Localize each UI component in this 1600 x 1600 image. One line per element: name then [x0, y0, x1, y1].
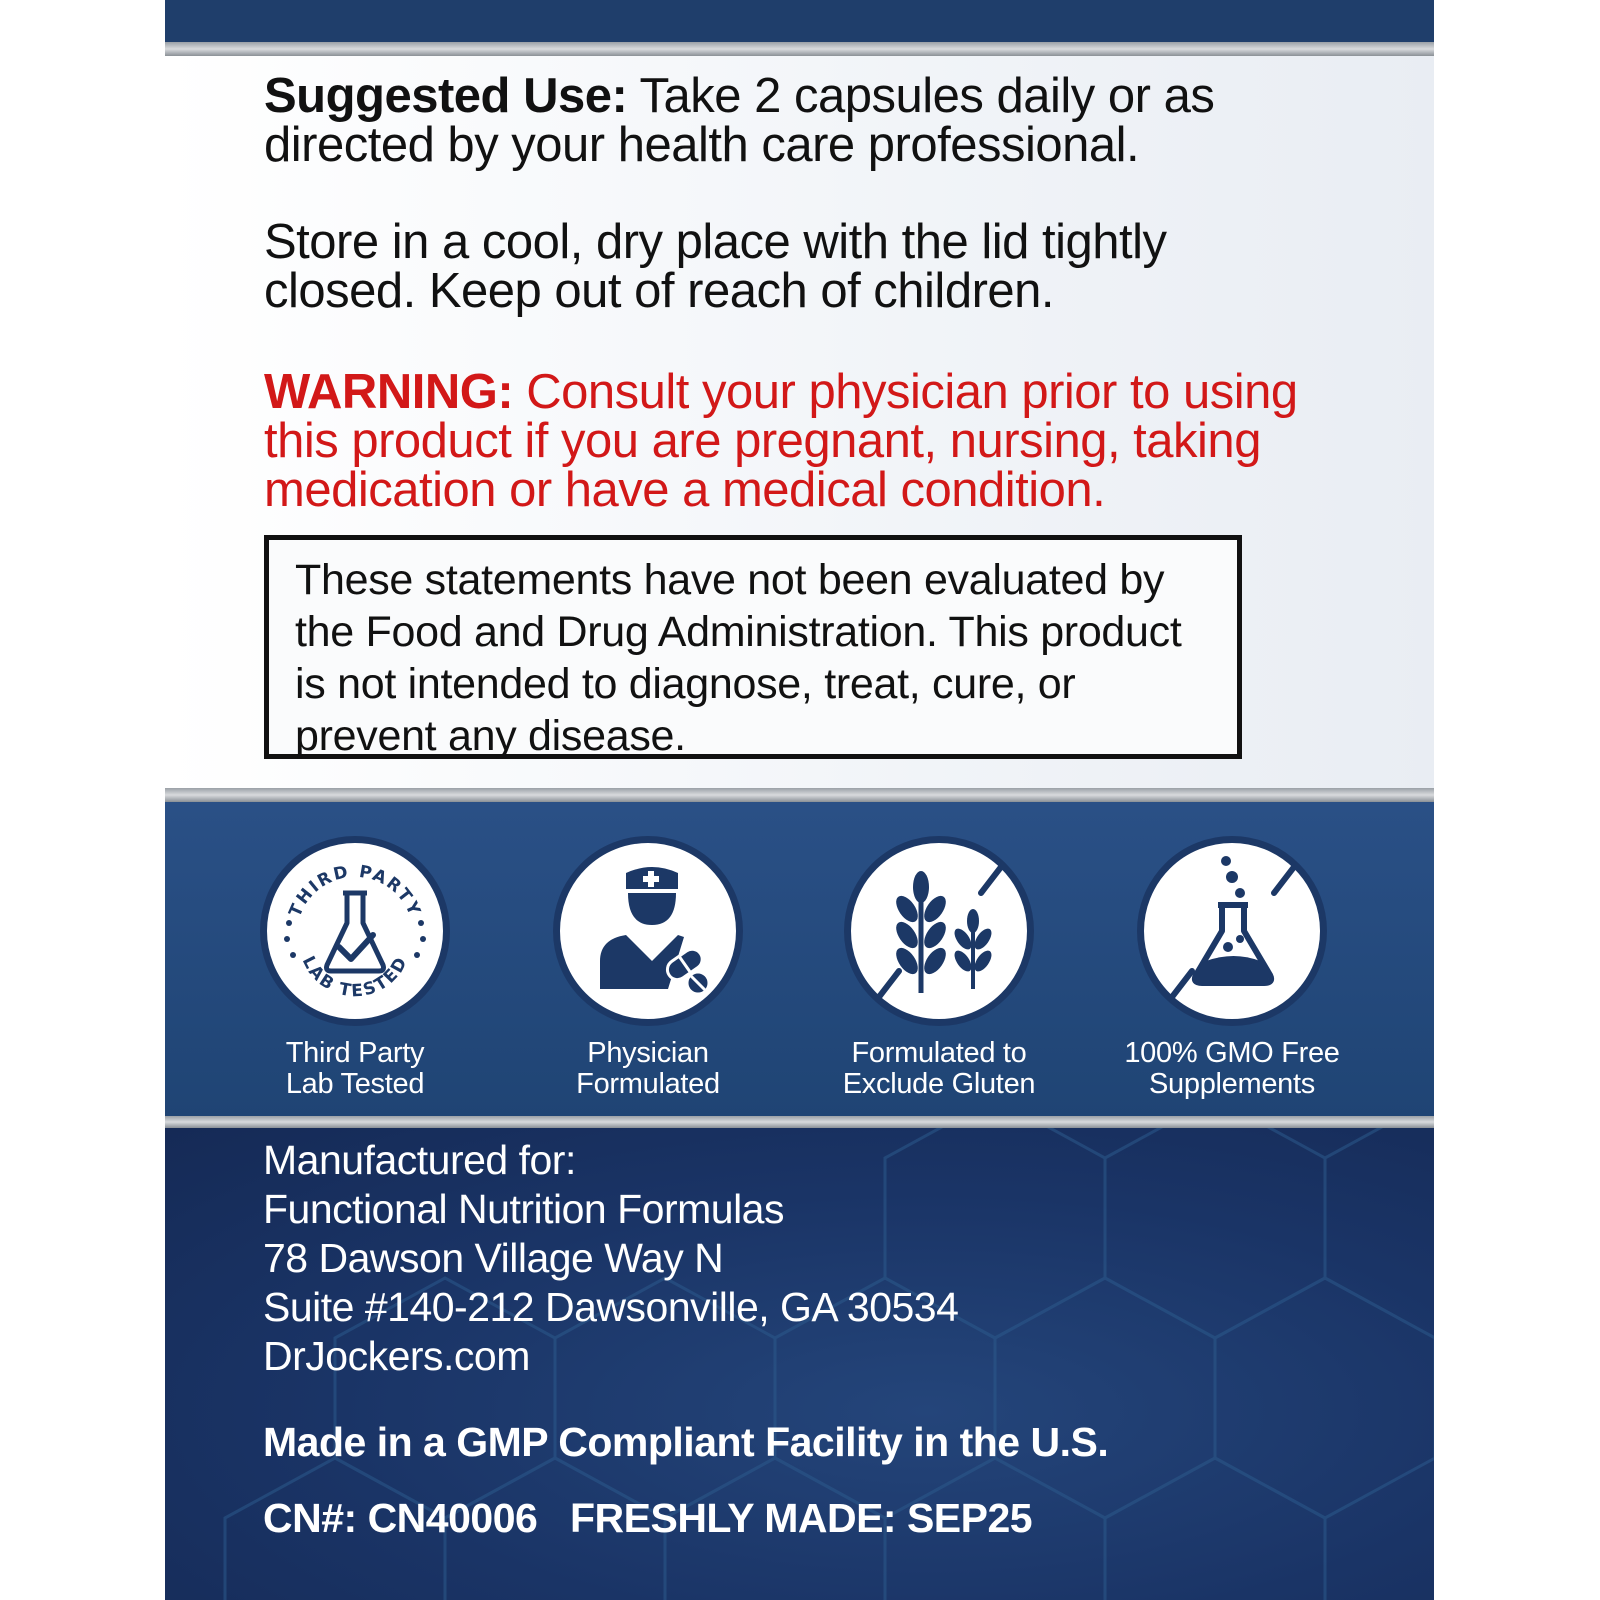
badge-caption-line1: 100% GMO Free	[1124, 1037, 1340, 1069]
no-gluten-wheat-icon	[844, 836, 1034, 1026]
badge-physician-formulated	[508, 836, 788, 1100]
no-gmo-flask-icon	[1137, 836, 1327, 1026]
badge-caption-line2: Formulated	[576, 1068, 720, 1100]
ring-top-text: THIRD PARTY	[285, 861, 425, 920]
badge-caption-line1: Third Party	[285, 1037, 425, 1069]
warning-label: WARNING:	[264, 365, 514, 419]
physician-icon	[553, 836, 743, 1026]
top-divider	[165, 42, 1434, 56]
directions-panel	[165, 56, 1434, 788]
supplement-label-back	[165, 0, 1434, 1600]
fda-disclaimer-box: These statements have not been evaluated by the Food and Drug Administration. This product is not intended to diagnose, treat, cure, or prevent any disease.	[264, 535, 1242, 759]
badge-caption	[215, 1038, 495, 1100]
manufacturer-name: Functional Nutrition Formulas	[263, 1186, 784, 1232]
top-band	[165, 0, 1434, 42]
address-line-1: 78 Dawson Village Way N	[263, 1235, 724, 1281]
storage-instructions: Store in a cool, dry place with the lid tightly closed. Keep out of reach of children.	[264, 215, 1167, 318]
lower-divider	[165, 1116, 1434, 1128]
gmp-statement: Made in a GMP Compliant Facility in the U.S.	[263, 1419, 1109, 1465]
ring-bottom-text: LAB TESTED	[297, 952, 413, 1002]
middle-divider	[165, 788, 1434, 802]
badge-caption	[1092, 1038, 1372, 1100]
address-line-2: Suite #140-212 Dawsonville, GA 30534	[263, 1284, 959, 1330]
lab-flask-check-icon	[260, 836, 450, 1026]
badge-exclude-gluten	[799, 836, 1079, 1100]
badge-caption-line2: Lab Tested	[285, 1068, 425, 1100]
manufactured-for-heading: Manufactured for:	[263, 1137, 576, 1183]
svg-text:LAB TESTED	[298, 953, 413, 1002]
suggested-use-label: Suggested Use:	[264, 69, 628, 123]
badge-caption-line2: Exclude Gluten	[842, 1068, 1036, 1100]
badge-caption-line1: Formulated to	[851, 1037, 1027, 1069]
warning	[264, 365, 1324, 517]
badge-caption	[799, 1038, 1079, 1100]
suggested-use-text: Take 2 capsules daily or as directed by your health care professional.	[264, 69, 1215, 172]
product-codes: CN#: CN40006 FRESHLY MADE: SEP25	[263, 1495, 1033, 1541]
badge-third-party-lab-tested	[215, 836, 495, 1100]
badge-caption	[508, 1038, 788, 1100]
suggested-use	[264, 69, 1324, 172]
badge-gmo-free	[1092, 836, 1372, 1100]
badge-caption-line2: Supplements	[1149, 1068, 1315, 1100]
manufacturer-panel	[165, 1128, 1434, 1600]
website: DrJockers.com	[263, 1333, 530, 1379]
badge-caption-line1: Physician	[587, 1037, 709, 1069]
warning-text: Consult your physician prior to using this product if you are pregnant, nursing, taking medication or have a medical condition.	[264, 365, 1298, 517]
badge-band	[165, 802, 1434, 1120]
